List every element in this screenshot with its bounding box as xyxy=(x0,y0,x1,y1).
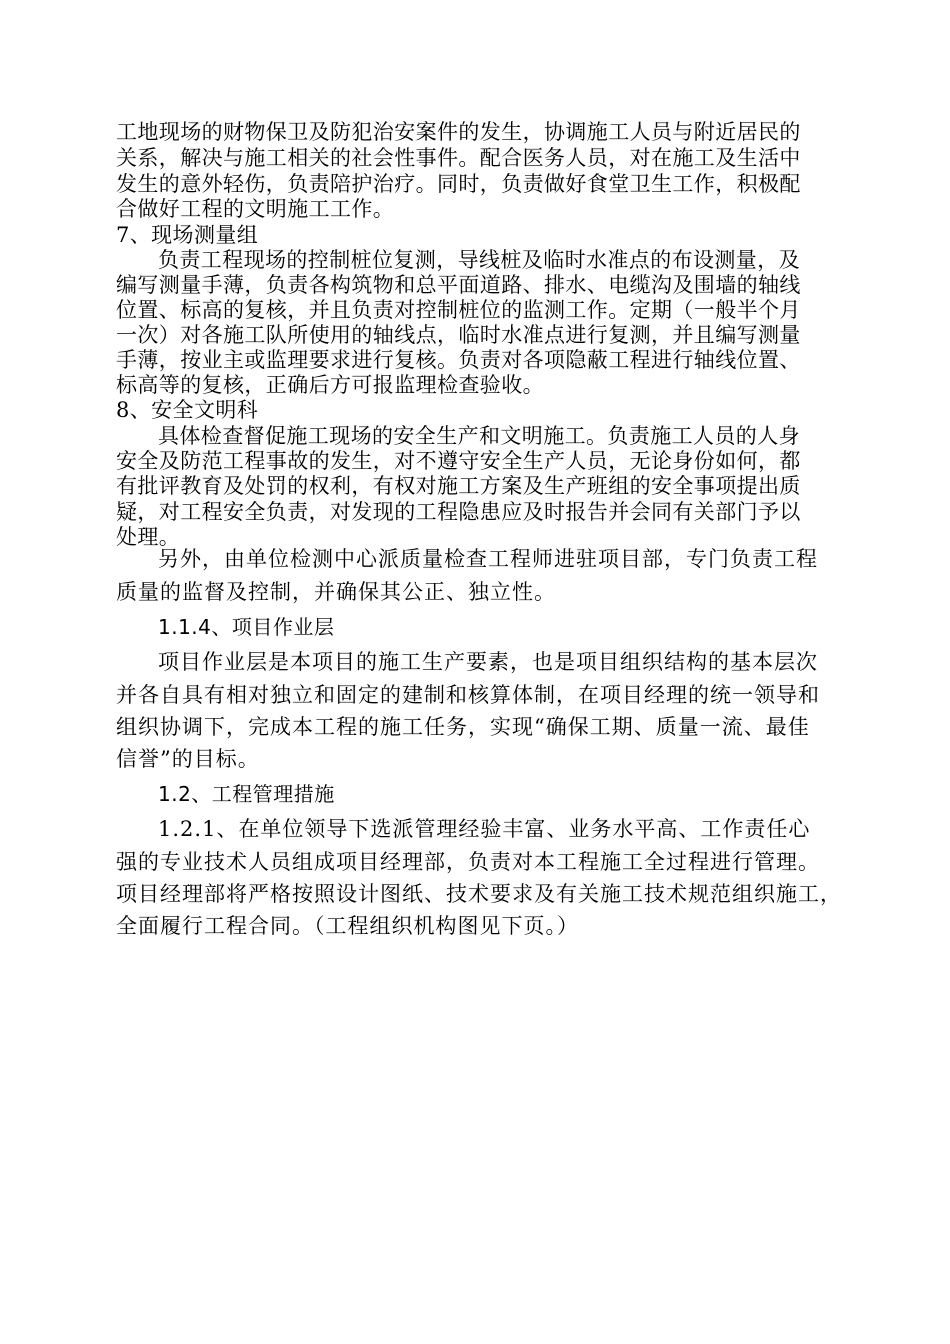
paragraph-line: 编写测量手薄，负责各构筑物和总平面道路、排水、电缆沟及围墙的轴线 xyxy=(116,273,801,297)
paragraph-line: 有批评教育及处罚的权利，有权对施工方案及生产班组的安全事项提出质 xyxy=(116,474,801,498)
paragraph-line: 全面履行工程合同。（工程组织机构图见下页。） xyxy=(116,914,579,938)
paragraph-line: 疑，对工程安全负责，对发现的工程隐患应及时报告并会同有关部门予以 xyxy=(116,500,801,524)
section-heading-1-1-4: 1.1.4、项目作业层 xyxy=(158,615,335,639)
item7-title: 7、现场测量组 xyxy=(116,223,259,247)
paragraph-line: 发生的意外轻伤，负责陪护治疗。同时，负责做好食堂卫生工作，积极配 xyxy=(116,172,801,196)
paragraph-line: 标高等的复核，正确后方可报监理检查验收。 xyxy=(116,373,544,397)
paragraph-line: 处理。 xyxy=(116,525,181,549)
paragraph-line: 组织协调下，完成本工程的施工任务，实现“确保工期、质量一流、最佳 xyxy=(116,715,810,739)
paragraph-line: 项目作业层是本项目的施工生产要素，也是项目组织结构的基本层次 xyxy=(158,650,818,674)
paragraph-line: 安全及防范工程事故的发生，对不遵守安全生产人员，无论身份如何，都 xyxy=(116,449,801,473)
paragraph-line: 具体检查督促施工现场的安全生产和文明施工。负责施工人员的人身 xyxy=(158,424,800,448)
paragraph-line: 手薄，按业主或监理要求进行复核。负责对各项隐蔽工程进行轴线位置、 xyxy=(116,348,801,372)
paragraph-line: 并各自具有相对独立和固定的建制和核算体制，在项目经理的统一领导和 xyxy=(116,683,820,707)
paragraph-line: 位置、标高的复核，并且负责对控制桩位的监测工作。定期（一般半个月 xyxy=(116,298,801,322)
paragraph-line: 项目经理部将严格按照设计图纸、技术要求及有关施工技术规范组织施工， xyxy=(116,882,842,906)
paragraph-line: 关系，解决与施工相关的社会性事件。配合医务人员，对在施工及生活中 xyxy=(116,146,801,170)
paragraph-line: 信誉”的目标。 xyxy=(116,747,260,771)
paragraph-line: 一次）对各施工队所使用的轴线点，临时水准点进行复测，并且编写测量 xyxy=(116,323,801,347)
paragraph-line: 合做好工程的文明施工工作。 xyxy=(116,197,395,221)
paragraph-line: 负责工程现场的控制桩位复测，导线桩及临时水准点的布设测量，及 xyxy=(158,248,800,272)
paragraph-line: 强的专业技术人员组成项目经理部，负责对本工程施工全过程进行管理。 xyxy=(116,850,820,874)
paragraph-line: 另外，由单位检测中心派质量检查工程师进驻项目部，专门负责工程 xyxy=(158,547,818,571)
item8-title: 8、安全文明科 xyxy=(116,398,259,422)
paragraph-line: 工地现场的财物保卫及防犯治安案件的发生，协调施工人员与附近居民的 xyxy=(116,120,801,144)
paragraph-line: 1.2.1、在单位领导下选派管理经验丰富、业务水平高、工作责任心 xyxy=(158,817,811,841)
paragraph-line: 质量的监督及控制，并确保其公正、独立性。 xyxy=(116,580,556,604)
section-heading-1-2: 1.2、工程管理措施 xyxy=(158,782,335,806)
